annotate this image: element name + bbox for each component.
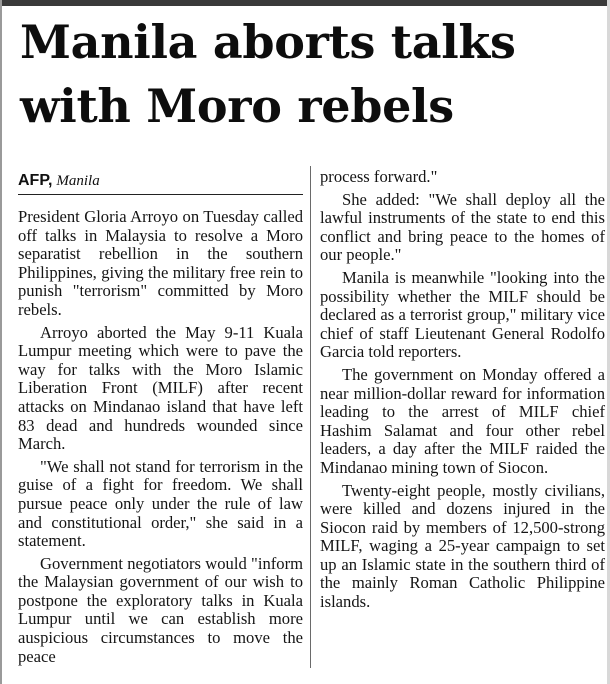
paragraph: Manila is meanwhile "looking into the possibility whether the MILF should be declared as a terrorist group," military vice chief of staff Lieutenant General Rodolfo Garcia told reporters.: [320, 267, 605, 362]
paragraph: She added: "We shall deploy all the lawful instruments of the state to end this conflict and bring peace to the homes of our people.": [320, 189, 605, 265]
byline: [18, 170, 303, 190]
headline: [20, 10, 605, 138]
byline-place: Manila: [56, 173, 100, 189]
article-column-right: [320, 168, 605, 616]
paragraph: Government negotiators would "inform the Malaysian government of our wish to postpone the exploratory talks in Kuala Lumpur until we can establish more auspicious circumstances to move the peace: [18, 553, 303, 666]
byline-source: AFP,: [18, 172, 53, 189]
column-divider: [310, 166, 311, 668]
paragraph: President Gloria Arroyo on Tuesday called off talks in Malaysia to resolve a Moro separatist rebellion in the southern Philippines, giving the military free rein to punish "terrorism" committed by Moro rebels.: [18, 207, 303, 319]
paragraph: Arroyo aborted the May 9-11 Kuala Lumpur meeting which were to pave the way for talks with the Moro Islamic Liberation Front (MILF) after recent attacks on Mindanao island that have left 83 dead and hundreds wounded since March.: [18, 322, 303, 454]
paragraph: Twenty-eight people, mostly civilians, were killed and dozens injured in the Siocon raid by members of 12,500-strong MILF, waging a 25-year campaign to set up an Islamic state in the southern third of the mainly Roman Catholic Philippine islands.: [320, 480, 605, 612]
article-column-left: [18, 208, 303, 670]
headline-line-1: Manila aborts talks: [20, 15, 516, 69]
byline-rule: [18, 194, 303, 195]
paragraph: process forward.": [320, 167, 438, 186]
page-left-edge: [0, 0, 2, 684]
headline-line-2: with Moro rebels: [20, 79, 454, 133]
paragraph: The government on Monday offered a near million-dollar reward for information leading to the arrest of MILF chief Hashim Salamat and four other rebel leaders, a day after the MILF raided the Mindanao mining town of Siocon.: [320, 364, 605, 477]
paragraph: "We shall not stand for terrorism in the guise of a fight for freedom. We shall pursue peace only under the rule of law and constitutional order," she said in a statement.: [18, 456, 303, 551]
page-top-edge: [0, 0, 610, 6]
